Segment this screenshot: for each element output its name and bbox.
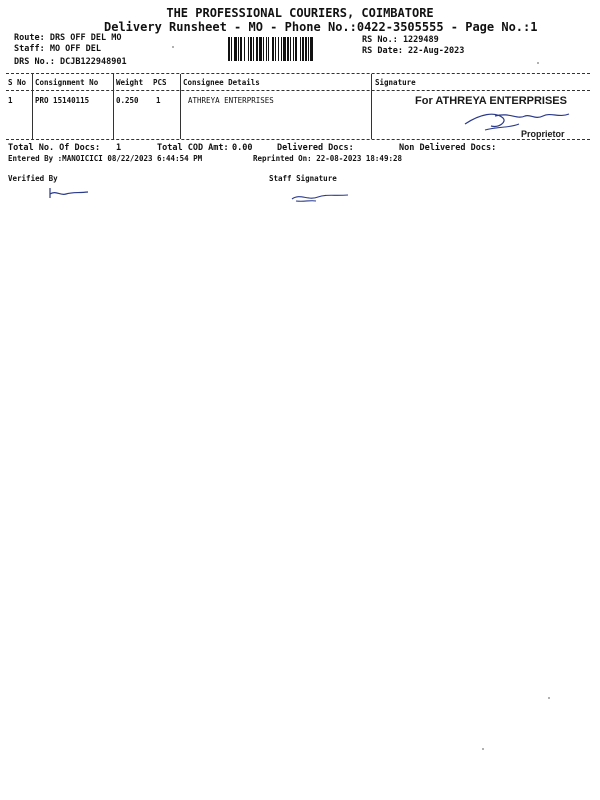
rs-date: RS Date: 22-Aug-2023 [362, 46, 465, 56]
barcode [228, 37, 352, 61]
table-header-rule [6, 90, 590, 91]
col-header-consignee: Consignee Details [183, 78, 260, 87]
verifier-signature [46, 184, 92, 202]
staff-signature-label: Staff Signature [269, 174, 337, 183]
scan-speck [482, 748, 484, 750]
stamp-proprietor: Proprietor [521, 129, 565, 139]
col-header-signature: Signature [375, 78, 416, 87]
entered-by: Entered By :MANOICICI 08/22/2023 6:44:54 PM [8, 154, 203, 163]
row-sno: 1 [8, 96, 13, 105]
total-cod-value: 0.00 [232, 143, 253, 153]
staff-signature [288, 189, 352, 205]
col-divider [113, 74, 114, 139]
table-bottom-rule [6, 139, 590, 140]
delivered-docs-label: Delivered Docs: [277, 143, 354, 153]
row-consignee: ATHREYA ENTERPRISES [188, 96, 274, 105]
barcode-bar [313, 37, 315, 61]
verified-by-label: Verified By [8, 174, 58, 183]
row-pcs: 1 [156, 96, 161, 105]
col-divider [180, 74, 181, 139]
drs-number: DRS No.: DCJB122948901 [14, 57, 127, 67]
scan-speck [548, 697, 550, 699]
total-cod-label: Total COD Amt: [157, 143, 229, 153]
company-title: THE PROFESSIONAL COURIERS, COIMBATORE [166, 6, 434, 20]
company-stamp: For ATHREYA ENTERPRISES [415, 95, 567, 107]
col-header-weight: Weight [116, 78, 144, 87]
row-weight: 0.250 [116, 96, 139, 105]
col-header-sno: S No [8, 78, 27, 87]
table-top-rule [6, 73, 590, 74]
total-docs-value: 1 [116, 143, 122, 153]
route-label: Route: DRS OFF DEL MO [14, 33, 122, 43]
staff-label: Staff: MO OFF DEL [14, 44, 101, 54]
rs-number: RS No.: 1229489 [362, 35, 439, 45]
total-docs-label: Total No. Of Docs: [8, 143, 101, 153]
row-consignment-no: PRO 15140115 [35, 96, 90, 105]
scan-speck [172, 46, 174, 48]
col-header-consignment: Consignment No [35, 78, 99, 87]
col-divider [371, 74, 372, 139]
runsheet-subtitle: Delivery Runsheet - MO - Phone No.:0422-3505555 - Page No.:1 [104, 20, 538, 34]
col-header-pcs: PCS [153, 78, 167, 87]
reprinted-on: Reprinted On: 22-08-2023 18:49:28 [253, 154, 403, 163]
non-delivered-docs-label: Non Delivered Docs: [399, 143, 497, 153]
col-divider [32, 74, 33, 139]
scan-speck [537, 62, 539, 64]
